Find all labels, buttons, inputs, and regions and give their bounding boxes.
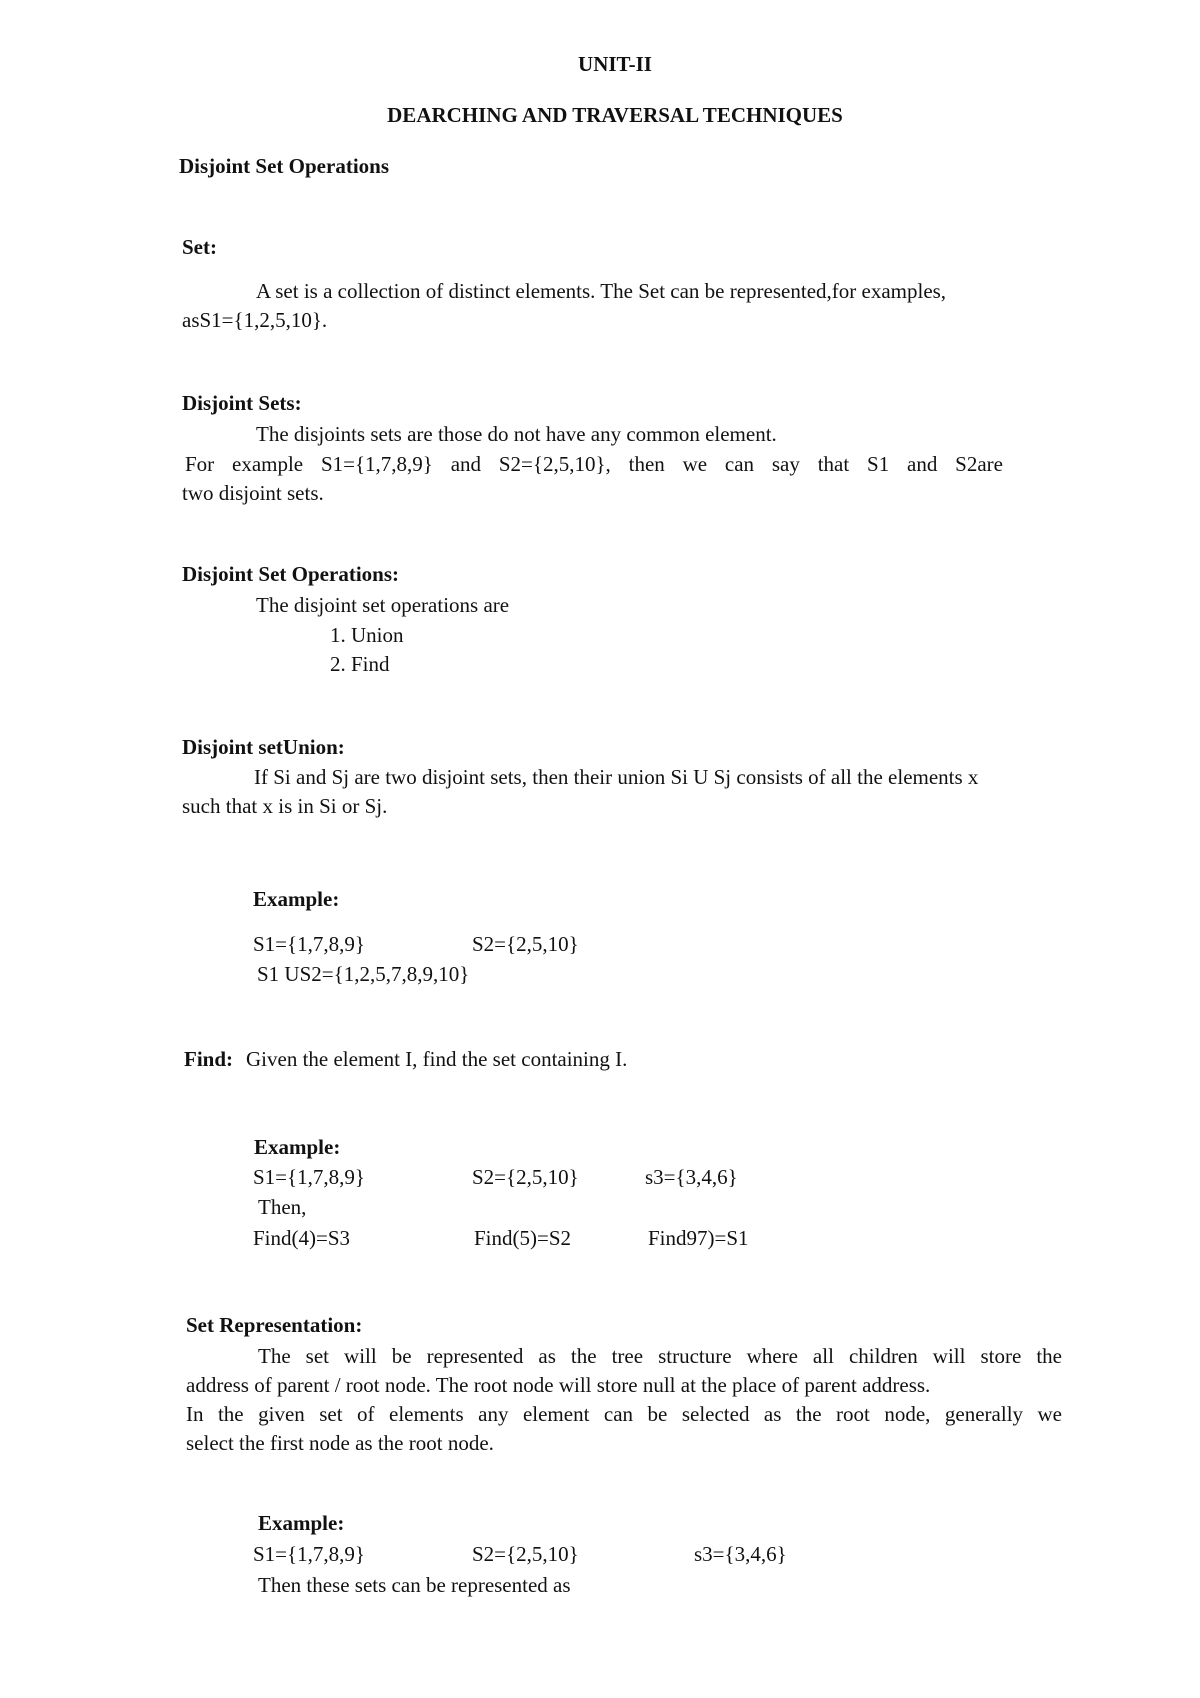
- representation-example-closing: Then these sets can be represented as: [258, 1573, 571, 1597]
- representation-heading: Set Representation:: [186, 1313, 363, 1337]
- find-example-s3: s3={3,4,6}: [645, 1165, 738, 1189]
- union-example-heading: Example:: [253, 887, 340, 911]
- union-example-s2: S2={2,5,10}: [472, 932, 579, 956]
- disjoint-sets-example: two disjoint sets.: [182, 481, 324, 505]
- representation-example-s3: s3={3,4,6}: [694, 1542, 787, 1566]
- find-definition: Given the element I, find the set containing I.: [246, 1047, 628, 1071]
- disjoint-sets-example: For example S1={1,7,8,9} and S2={2,5,10}, then we can say that S1 and S2are: [185, 452, 1003, 476]
- representation-example-s1: S1={1,7,8,9}: [253, 1542, 365, 1566]
- union-heading: Disjoint setUnion:: [182, 735, 345, 759]
- find-example-result: Find(5)=S2: [474, 1226, 572, 1250]
- representation-text-line: address of parent / root node. The root node will store null at the place of parent address.: [186, 1373, 931, 1397]
- find-example-heading: Example:: [254, 1135, 341, 1159]
- page-title: DEARCHING AND TRAVERSAL TECHNIQUES: [387, 103, 843, 127]
- find-example-then: Then,: [258, 1195, 307, 1219]
- operations-list-item: 1. Union: [330, 623, 404, 647]
- find-example-result: Find97)=S1: [648, 1226, 749, 1250]
- union-definition: such that x is in Si or Sj.: [182, 794, 388, 818]
- set-heading: Set:: [182, 235, 217, 259]
- operations-list-item: 2. Find: [330, 652, 390, 676]
- representation-text-line: In the given set of elements any element can be selected as the root node, generally we: [186, 1402, 1062, 1426]
- union-definition: If Si and Sj are two disjoint sets, then their union Si U Sj consists of all the elements x: [254, 765, 979, 789]
- disjoint-sets-definition: The disjoints sets are those do not have any common element.: [256, 422, 777, 446]
- find-heading: Find:: [184, 1047, 234, 1071]
- find-example-s2: S2={2,5,10}: [472, 1165, 579, 1189]
- disjoint-sets-heading: Disjoint Sets:: [182, 391, 302, 415]
- unit-title: UNIT-II: [578, 52, 652, 76]
- union-example-result: S1 US2={1,2,5,7,8,9,10}: [257, 962, 470, 986]
- section-heading: Disjoint Set Operations: [179, 154, 389, 178]
- operations-heading: Disjoint Set Operations:: [182, 562, 399, 586]
- representation-text-line: The set will be represented as the tree structure where all children will store the: [258, 1344, 1062, 1368]
- representation-example-heading: Example:: [258, 1511, 345, 1535]
- representation-text-line: select the first node as the root node.: [186, 1431, 494, 1455]
- union-example-s1: S1={1,7,8,9}: [253, 932, 365, 956]
- set-definition-line: asS1={1,2,5,10}.: [182, 308, 328, 332]
- representation-example-s2: S2={2,5,10}: [472, 1542, 579, 1566]
- find-example-s1: S1={1,7,8,9}: [253, 1165, 365, 1189]
- set-definition-line: A set is a collection of distinct elements. The Set can be represented,for examples,: [256, 279, 947, 303]
- find-example-result: Find(4)=S3: [253, 1226, 351, 1250]
- operations-intro: The disjoint set operations are: [256, 593, 510, 617]
